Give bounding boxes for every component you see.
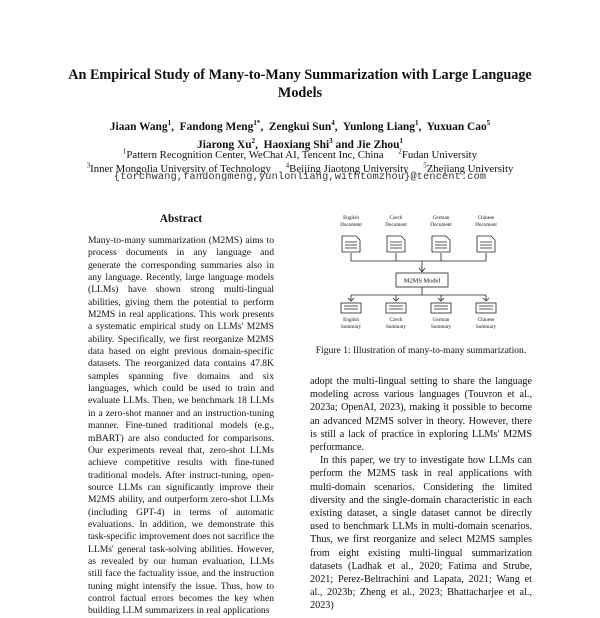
author: Yuxuan Cao$^5$ xyxy=(426,119,491,133)
model-label: M2MS Model xyxy=(403,277,441,285)
affiliation: $^5$Zhejiang University xyxy=(423,161,514,175)
author: Jiarong Xu$^2$ xyxy=(197,137,256,152)
affiliation: $^1$Pattern Recognition Center, WeChat AI, Tencent Inc, China xyxy=(122,147,384,161)
author: Fandong Meng$^{1*}$ xyxy=(179,119,261,133)
document-label: Document xyxy=(385,222,407,228)
document-icon xyxy=(477,236,495,252)
summary-icon xyxy=(341,303,361,313)
summary-icon xyxy=(386,303,406,313)
summary-label: German xyxy=(432,317,450,323)
summary-label: Summary xyxy=(385,324,407,330)
summary-label: Chinese xyxy=(477,317,495,323)
affiliation: $^2$Fudan University xyxy=(398,147,478,161)
summary-label: Summary xyxy=(340,324,362,330)
m2ms-figure xyxy=(322,205,522,335)
document-label: German xyxy=(432,215,450,221)
summary-label: Summary xyxy=(475,324,497,330)
document-label: Document xyxy=(340,222,362,228)
summary-label: English xyxy=(343,317,359,323)
author-list: Jiaan Wang$^1$, Fandong Meng$^{1*}$, Zengkui Sun$^4$, Yunlong Liang$^1$, Yuxuan Cao$^5$ Jiarong Xu$^2$, Haoxiang Shi$^3$ and Jie Zhou$^1$ xyxy=(109,119,491,152)
document-label: English xyxy=(343,215,359,221)
author: Yunlong Liang$^1$ xyxy=(342,119,419,133)
affiliation: $^3$Inner Mongolia University of Technology xyxy=(86,161,271,175)
affiliation: $^4$Beijing Jiaotong University xyxy=(285,161,409,175)
body-paragraph: adopt the multi-lingual setting to share the language modeling across various languages (Touvron et al., 2023a; OpenAI, 2023), making it possible to become an advanced M2MS solver in theory. However, there is still a lack of practice in exploring LLMs' M2MS performance. xyxy=(310,376,532,454)
paper-title: An Empirical Study of Many-to-Many Summarization with Large Language Models xyxy=(68,67,532,101)
author: Jie Zhou$^1$ xyxy=(356,137,403,152)
document-icon xyxy=(387,236,405,252)
summary-icon xyxy=(476,303,496,313)
document-icon xyxy=(342,236,360,252)
abstract-heading: Abstract xyxy=(159,213,203,225)
figure-caption: Figure 1: Illustration of many-to-many summarization. xyxy=(315,345,527,356)
summary-icon xyxy=(431,303,451,313)
document-label: Document xyxy=(475,222,497,228)
author: Zengkui Sun$^4$ xyxy=(268,119,335,133)
author-email: {torchwang,fandongmeng,yunlonliang,withtomzhou}@tencent.com xyxy=(113,172,487,183)
abstract-body xyxy=(88,235,274,618)
body-text xyxy=(310,375,532,613)
author: Haoxiang Shi$^3$ xyxy=(263,137,333,152)
document-label: Chinese xyxy=(477,215,495,221)
document-label: Document xyxy=(430,222,452,228)
summary-label: Czech xyxy=(389,317,403,323)
summary-label: Summary xyxy=(430,324,452,330)
abstract-text: Many-to-many summarization (M2MS) aims to process documents in any language and generate the corresponding summaries also in any language. Recently, large language models (LLMs) have shown strong multi-lingual abilities, giving them the potential to perform M2MS in real applications. This work presents a systematic empirical study on LLMs' M2MS ability. Specifically, we first reorganize M2MS data based on eight previous domain-specific datasets. The reorganized data contains 47.8K samples spanning five domains and six languages, which could be used to train and evaluate LLMs. Then, we benchmark 18 LLMs in a zero-shot manner and an instruction-tuning manner. Fine-tuned traditional models (e.g., mBART) are also conducted for comparisons. Our experiments reveal that, zero-shot LLMs achieve competitive results with fine-tuned traditional models. After instruct-tuning, open-source LLMs can significantly improve their M2MS ability, and outperform zero-shot LLMs (including GPT-4) in terms of automatic evaluations. In addition, we demonstrate this task-specific improvement does not sacrifice the LLMs' general task-solving abilities. However, as revealed by our human evaluation, LLMs still face the factuality issue, and the instruction tuning might intensify the issue. Thus, how to control factual errors becomes the key when building LLM summarizers in real applications xyxy=(88,235,274,617)
author: Jiaan Wang$^1$ xyxy=(109,119,172,133)
document-icon xyxy=(432,236,450,252)
document-label: Czech xyxy=(389,215,403,221)
body-paragraph: In this paper, we try to investigate how LLMs can perform the M2MS task in real applications with multi-domain scenarios. Considering the limited diversity and the single-domain characteristic in each existing dataset, a single dataset cannot be directly used to benchmark LLMs in multi-domain scenarios. Thus, we first reorganize and select M2MS samples from eight existing multi-lingual summarization datasets (Ladhak et al., 2020; Fatima and Strube, 2021; Perez-Beltrachini and Lapata, 2021; Wang et al., 2023b; Zheng et al., 2023; Bhattacharjee et al., 2023) xyxy=(310,455,532,612)
